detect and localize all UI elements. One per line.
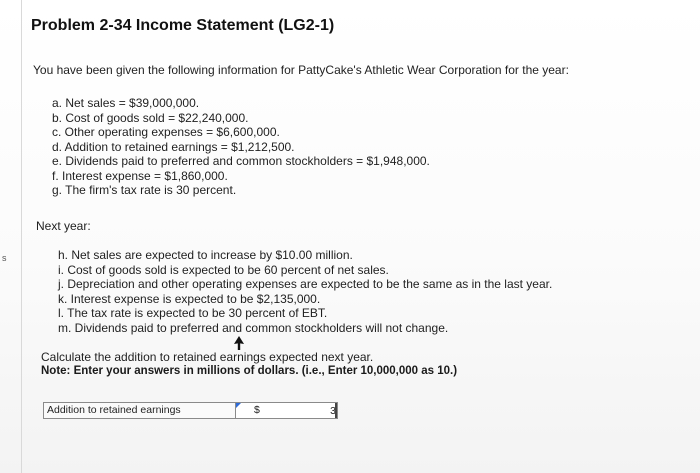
list-item: f. Interest expense = $1,860,000. [52, 168, 228, 183]
margin-mark: s [2, 253, 7, 263]
list-item: c. Other operating expenses = $6,600,000. [52, 125, 280, 139]
instruction-text: Calculate the addition to retained earnings expected next year. [41, 350, 374, 364]
mouse-pointer-icon [234, 336, 244, 350]
currency-symbol: $ [254, 404, 260, 416]
list-item: e. Dividends paid to preferred and common stockholders = $1,948,000. [52, 154, 430, 168]
input-end-marker [335, 403, 337, 418]
list-item: k. Interest expense is expected to be $2,135,000. [58, 291, 321, 306]
list-item: m. Dividends paid to preferred and common stockholders will not change. [58, 320, 449, 335]
given-info-list [52, 96, 430, 198]
next-year-heading: Next year: [36, 219, 91, 233]
list-item: i. Cost of goods sold is expected to be 60 percent of net sales. [58, 262, 389, 277]
answer-cell[interactable] [236, 403, 337, 418]
list-item: g. The firm's tax rate is 30 percent. [52, 183, 237, 197]
answer-row [43, 402, 338, 419]
list-item: l. The tax rate is expected to be 30 percent of EBT. [58, 306, 328, 320]
answer-label: Addition to retained earnings [44, 403, 236, 418]
list-item: j. Depreciation and other operating expenses are expected to be the same as in the last year. [58, 277, 553, 291]
list-item: d. Addition to retained earnings = $1,212,500. [52, 139, 295, 154]
unanswered-flag-icon [236, 403, 241, 408]
note-text: Note: Enter your answers in millions of dollars. (i.e., Enter 10,000,000 as 10.) [41, 365, 458, 377]
list-item: b. Cost of goods sold = $22,240,000. [52, 110, 249, 125]
list-item: a. Net sales = $39,000,000. [52, 96, 200, 110]
left-margin-divider [21, 0, 22, 473]
next-year-list [58, 248, 552, 335]
addition-to-retained-earnings-input[interactable] [266, 404, 340, 417]
list-item: h. Net sales are expected to increase by $10.00 million. [58, 248, 353, 262]
page-title: Problem 2-34 Income Statement (LG2-1) [31, 17, 335, 34]
intro-text: You have been given the following information for PattyCake's Athletic Wear Corporation for the year: [33, 63, 569, 77]
